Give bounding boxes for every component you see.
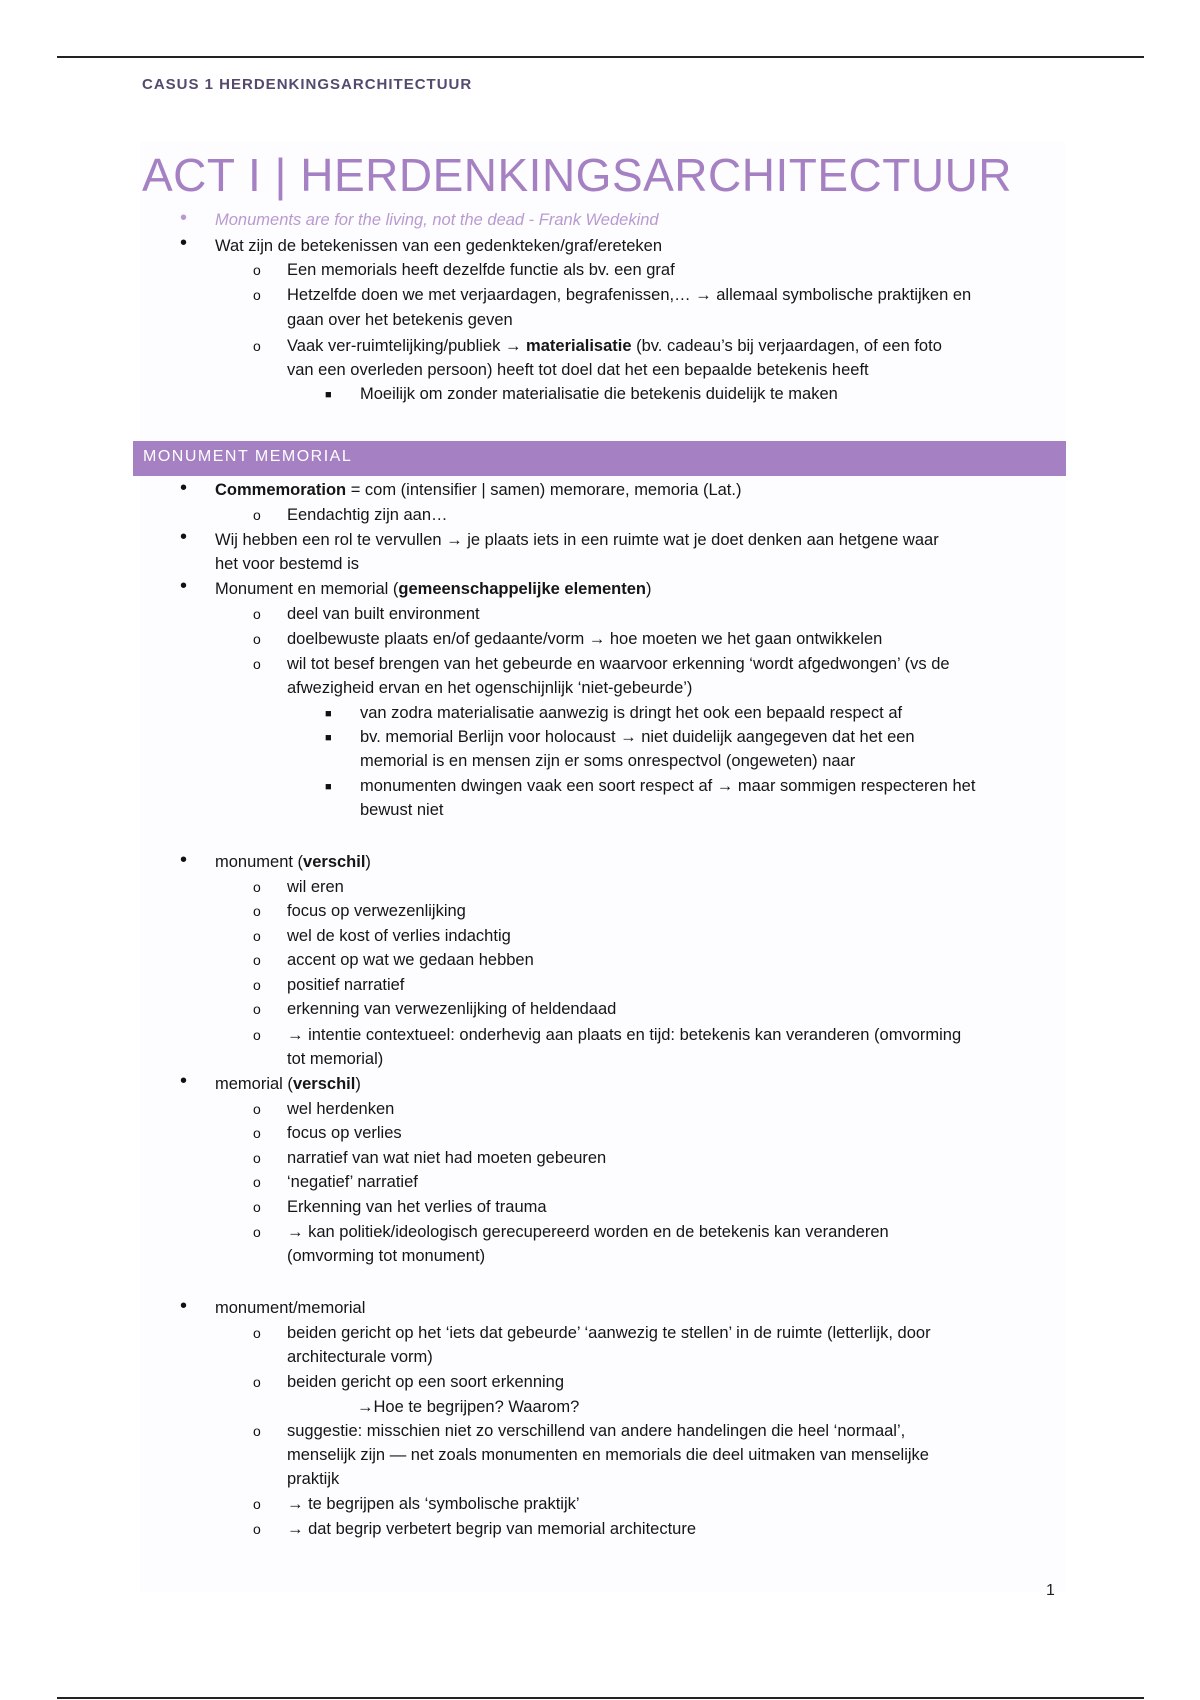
list-item: Commemoration = com (intensifier | samen) memorare, memoria (Lat.)	[215, 481, 742, 499]
circle-bullet-icon: o	[253, 1199, 261, 1215]
bullet-icon: •	[180, 477, 188, 499]
section-heading: MONUMENT MEMORIAL	[143, 448, 353, 465]
list-item: wil tot besef brengen van het gebeurde en waarvoor erkenning ‘wordt afgedwongen’ (vs de	[287, 655, 950, 673]
quote-line: Monuments are for the living, not the dead - Frank Wedekind	[215, 211, 659, 229]
list-item: Monument en memorial (gemeenschappelijke elementen)	[215, 580, 652, 598]
circle-bullet-icon: o	[253, 606, 261, 622]
bullet-icon: •	[180, 1070, 188, 1092]
square-bullet-icon: ■	[325, 389, 332, 401]
list-item-continuation: van een overleden persoon) heeft tot doel dat het een bepaalde betekenis heeft	[287, 361, 869, 379]
circle-bullet-icon: o	[253, 1150, 261, 1166]
list-item: suggestie: misschien niet zo verschillend van andere handelingen die heel ‘normaal’,	[287, 1422, 906, 1440]
list-item: ‘negatief’ narratief	[287, 1173, 418, 1191]
circle-bullet-icon: o	[253, 1027, 261, 1043]
circle-bullet-icon: o	[253, 977, 261, 993]
list-item: Wat zijn de betekenissen van een gedenkteken/graf/ereteken	[215, 237, 663, 255]
circle-bullet-icon: o	[253, 1496, 261, 1512]
list-item: van zodra materialisatie aanwezig is dringt het ook een bepaald respect af	[360, 704, 903, 722]
list-item: wel de kost of verlies indachtig	[287, 927, 511, 945]
list-item-continuation: menselijk zijn — net zoals monumenten en memorials die deel uitmaken van menselijke	[287, 1446, 929, 1464]
list-item: Moeilijk om zonder materialisatie die betekenis duidelijk te maken	[360, 385, 838, 403]
bottom-rule	[57, 1697, 1144, 1699]
circle-bullet-icon: o	[253, 903, 261, 919]
circle-bullet-icon: o	[253, 656, 261, 672]
circle-bullet-icon: o	[253, 1374, 261, 1390]
bullet-icon: •	[180, 207, 188, 229]
circle-bullet-icon: o	[253, 1125, 261, 1141]
list-item-continuation: afwezigheid ervan en het ogenschijnlijk ‘niet-gebeurde’)	[287, 679, 693, 697]
list-item: Vaak ver-ruimtelijking/publiek → materialisatie (bv. cadeau’s bij verjaardagen, of een foto	[287, 337, 942, 355]
list-item: positief narratief	[287, 976, 405, 994]
list-item: focus op verlies	[287, 1124, 402, 1142]
list-item: Hetzelfde doen we met verjaardagen, begrafenissen,… → allemaal symbolische praktijken en	[287, 286, 972, 304]
list-item-continuation: architecturale vorm)	[287, 1348, 433, 1366]
list-item: monumenten dwingen vaak een soort respect af → maar sommigen respecteren het	[360, 777, 976, 795]
top-rule	[57, 56, 1144, 58]
list-item: → intentie contextueel: onderhevig aan plaats en tijd: betekenis kan veranderen (omvorming	[287, 1026, 962, 1044]
circle-bullet-icon: o	[253, 1174, 261, 1190]
circle-bullet-icon: o	[253, 1521, 261, 1537]
circle-bullet-icon: o	[253, 1423, 261, 1439]
list-item-continuation: het voor bestemd is	[215, 555, 359, 573]
circle-bullet-icon: o	[253, 1101, 261, 1117]
bullet-icon: •	[180, 526, 188, 548]
list-item-continuation: tot memorial)	[287, 1050, 384, 1068]
list-item: monument (verschil)	[215, 853, 371, 871]
circle-bullet-icon: o	[253, 1224, 261, 1240]
list-item: beiden gericht op het ‘iets dat gebeurde’ ‘aanwezig te stellen’ in de ruimte (letterlijk, door	[287, 1324, 931, 1342]
circle-bullet-icon: o	[253, 952, 261, 968]
bullet-icon: •	[180, 575, 188, 597]
list-item: erkenning van verwezenlijking of heldendaad	[287, 1000, 617, 1018]
bullet-icon: •	[180, 232, 188, 254]
circle-bullet-icon: o	[253, 507, 261, 523]
list-item: doelbewuste plaats en/of gedaante/vorm → hoe moeten we het gaan ontwikkelen	[287, 630, 883, 648]
list-item: → dat begrip verbetert begrip van memorial architecture	[287, 1520, 697, 1538]
list-item: focus op verwezenlijking	[287, 902, 466, 920]
list-item-continuation: praktijk	[287, 1470, 340, 1488]
list-item: Wij hebben een rol te vervullen → je plaats iets in een ruimte wat je doet denken aan hetgene waar	[215, 531, 939, 549]
square-bullet-icon: ■	[325, 708, 332, 720]
list-item: deel van built environment	[287, 605, 480, 623]
list-item: memorial (verschil)	[215, 1075, 361, 1093]
page-number: 1	[1046, 1582, 1055, 1599]
circle-bullet-icon: o	[253, 287, 261, 303]
list-item-continuation: bewust niet	[360, 801, 444, 819]
running-header: CASUS 1 HERDENKINGSARCHITECTUUR	[142, 76, 473, 93]
list-item: beiden gericht op een soort erkenning	[287, 1373, 565, 1391]
list-item: → kan politiek/ideologisch gerecupereerd worden en de betekenis kan veranderen	[287, 1223, 889, 1241]
square-bullet-icon: ■	[325, 781, 332, 793]
list-item-continuation: gaan over het betekenis geven	[287, 311, 513, 329]
circle-bullet-icon: o	[253, 928, 261, 944]
list-item-continuation: memorial is en mensen zijn er soms onrespectvol (ongeweten) naar	[360, 752, 856, 770]
list-item: wil eren	[287, 878, 344, 896]
square-bullet-icon: ■	[325, 732, 332, 744]
list-item: wel herdenken	[287, 1100, 395, 1118]
list-item: bv. memorial Berlijn voor holocaust → niet duidelijk aangegeven dat het een	[360, 728, 915, 746]
list-item: Eendachtig zijn aan…	[287, 506, 448, 524]
list-item-continuation: (omvorming tot monument)	[287, 1247, 486, 1265]
list-item: narratief van wat niet had moeten gebeuren	[287, 1149, 607, 1167]
circle-bullet-icon: o	[253, 879, 261, 895]
list-item: Een memorials heeft dezelfde functie als bv. een graf	[287, 261, 675, 279]
page-title: ACT I | HERDENKINGSARCHITECTUUR	[142, 149, 1013, 201]
list-item: accent op wat we gedaan hebben	[287, 951, 534, 969]
list-item: → te begrijpen als ‘symbolische praktijk’	[287, 1495, 580, 1513]
circle-bullet-icon: o	[253, 262, 261, 278]
list-item: monument/memorial	[215, 1299, 366, 1317]
circle-bullet-icon: o	[253, 1325, 261, 1341]
circle-bullet-icon: o	[253, 631, 261, 647]
circle-bullet-icon: o	[253, 1001, 261, 1017]
list-item: Erkenning van het verlies of trauma	[287, 1198, 547, 1216]
list-item-continuation: →Hoe te begrijpen? Waarom?	[357, 1398, 580, 1416]
circle-bullet-icon: o	[253, 338, 261, 354]
bullet-icon: •	[180, 849, 188, 871]
bullet-icon: •	[180, 1295, 188, 1317]
